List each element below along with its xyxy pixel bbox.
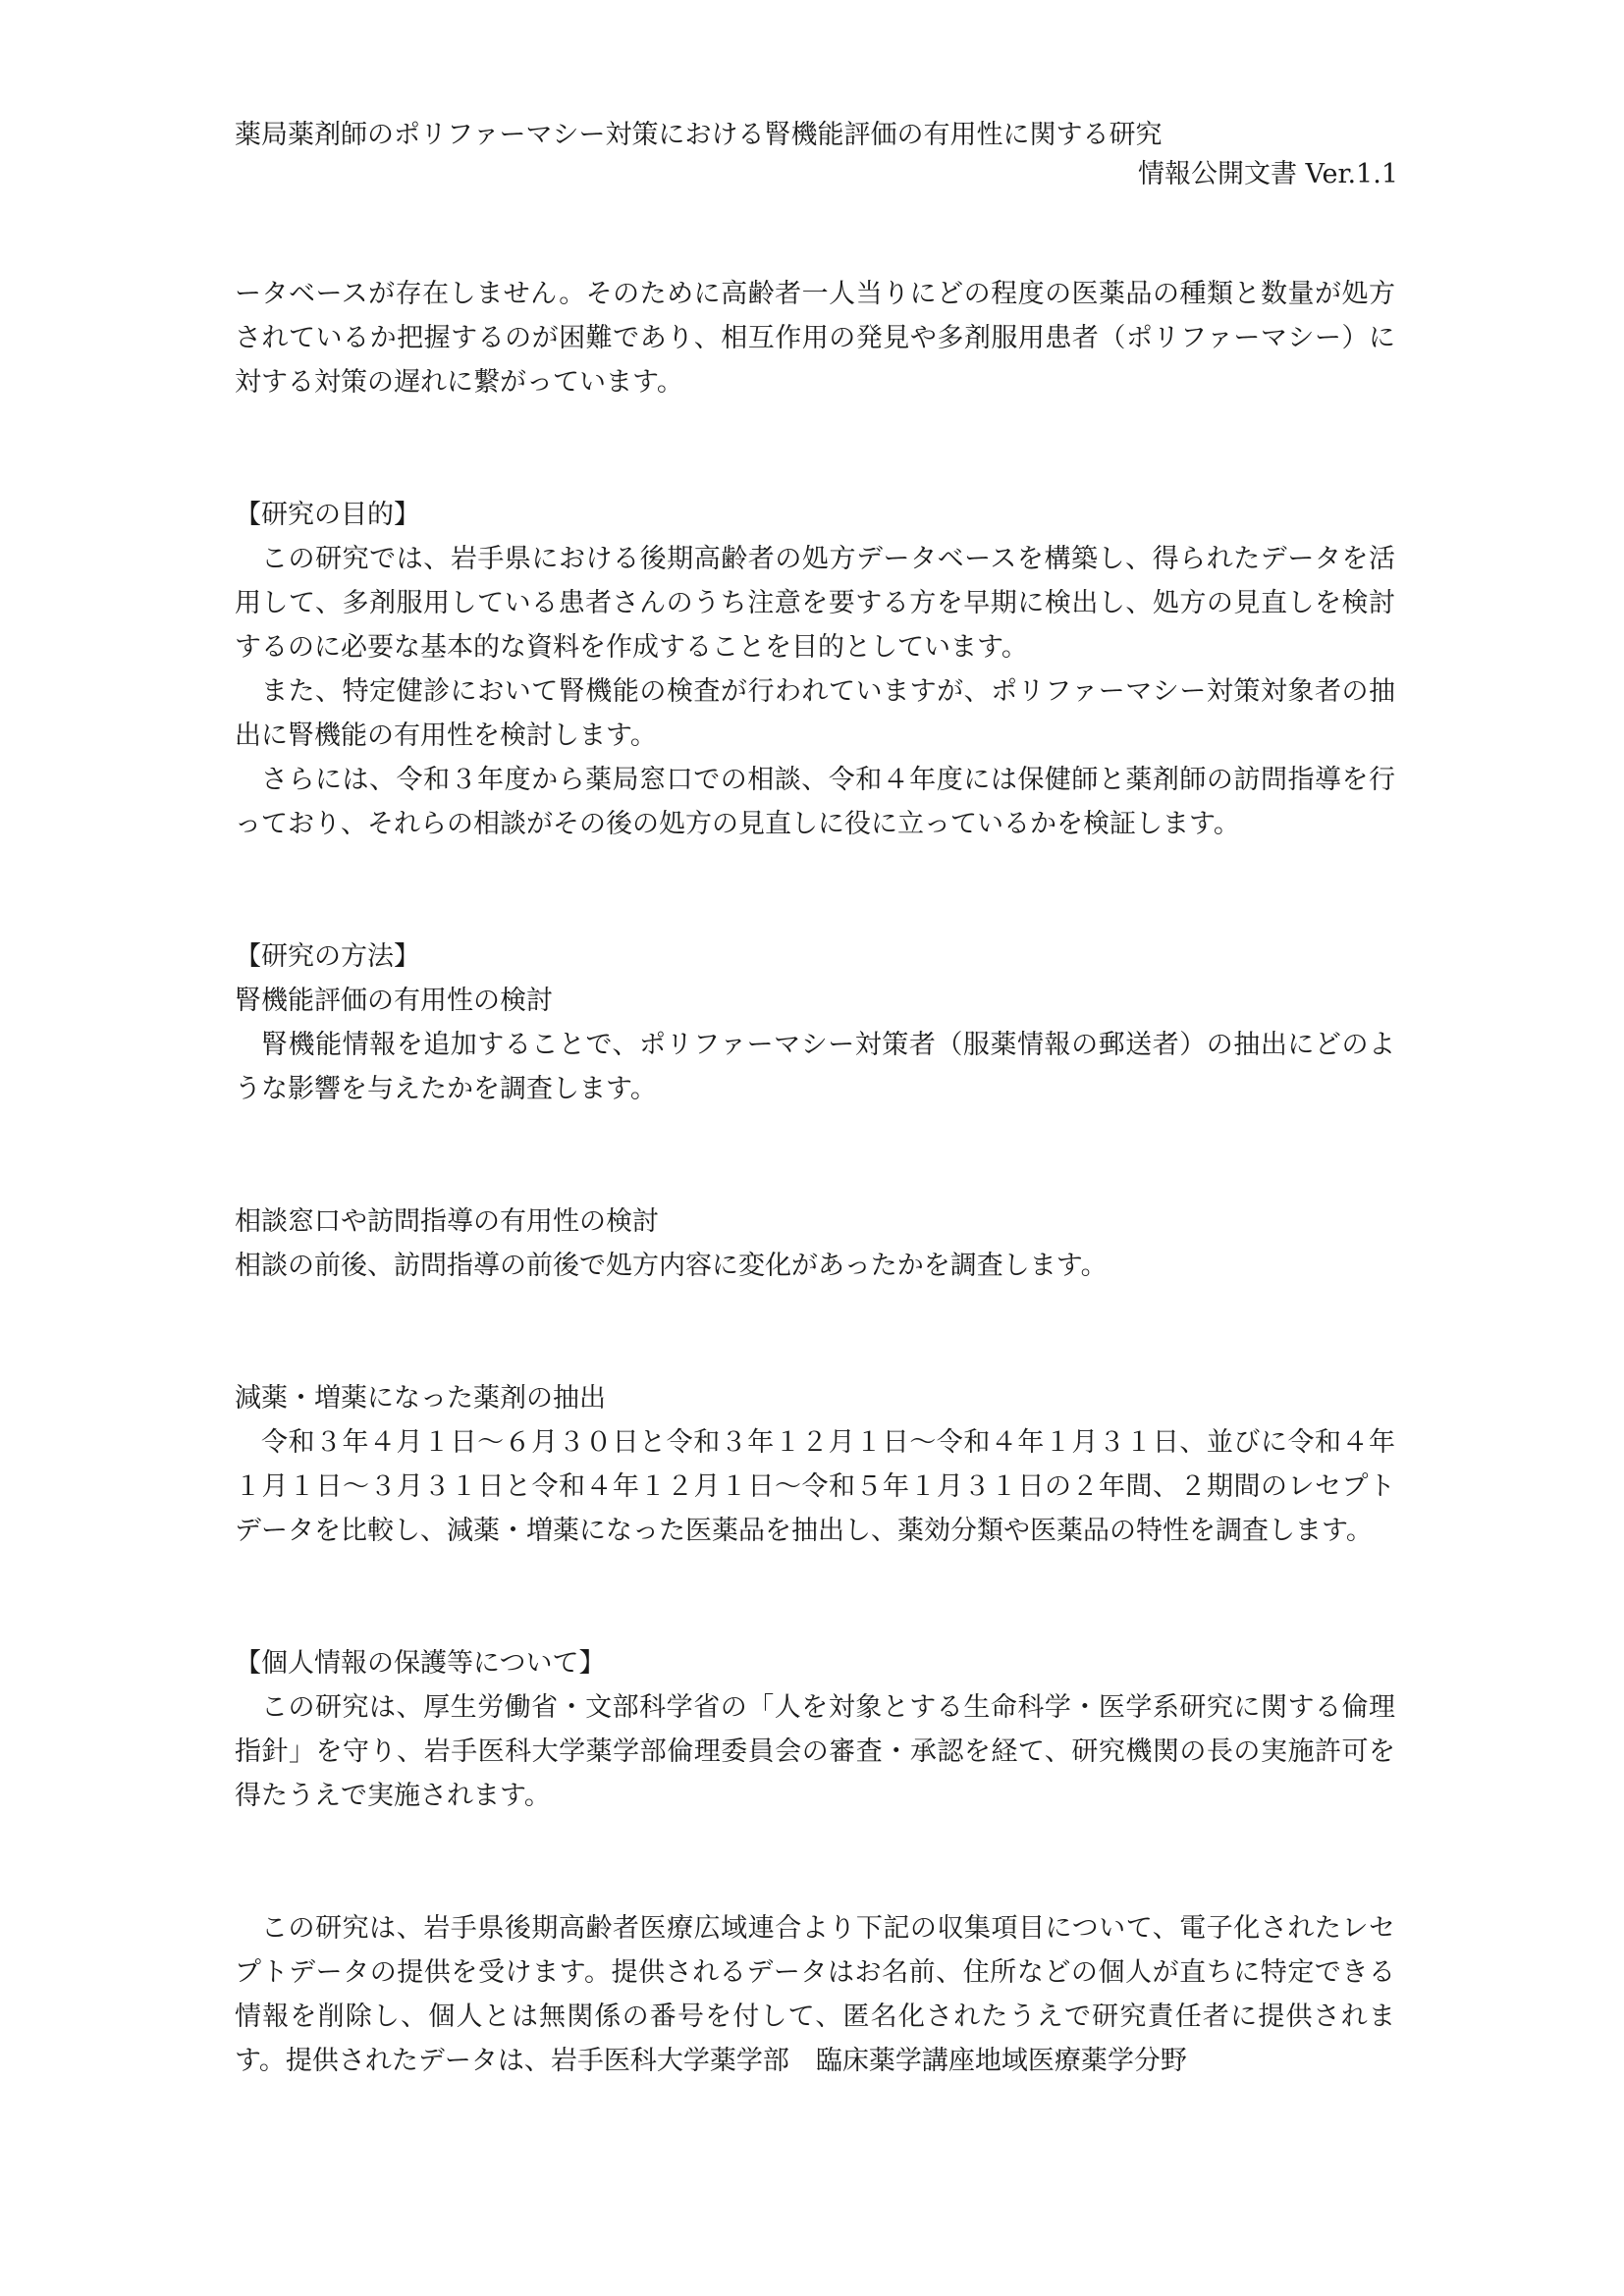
spacer: [235, 1288, 1395, 1376]
method-text: 令和３年４月１日～６月３０日と令和３年１２月１日～令和４年１月３１日、並びに令和４年１月１日～３月３１日と令和４年１２月１日～令和５年１月３１日の２年間、２期間のレセプトデータを比較し、減薬・増薬になった医薬品を抽出し、薬効分類や医薬品の特性を調査します。: [235, 1427, 1395, 1546]
purpose-heading: 【研究の目的】: [235, 500, 420, 530]
method-subheading: 減薬・増薬になった薬剤の抽出: [235, 1383, 606, 1414]
privacy-paragraph: この研究は、岩手県後期高齢者医療広域連合より下記の収集項目について、電子化されたレセプトデータの提供を受けます。提供されるデータはお名前、住所などの個人が直ちに特定できる情報を削除し、個人とは無関係の番号を付して、匿名化されたうえで研究責任者に提供されます。提供されたデータは、岩手医科大学薬学部 臨床薬学講座地域医療薬学分野: [235, 1913, 1395, 2076]
document-version: 情報公開文書 Ver.1.1: [1137, 159, 1398, 189]
method-heading: 【研究の方法】: [235, 941, 420, 972]
purpose-paragraph: この研究では、岩手県における後期高齢者の処方データベースを構築し、得られたデータを活用して、多剤服用している患者さんのうち注意を要する方を早期に検出し、処方の見直しを検討するのに必要な基本的な資料を作成することを目的としています。: [235, 544, 1395, 663]
document-body: [235, 272, 1395, 2083]
privacy-heading: 【個人情報の保護等について】: [235, 1648, 606, 1679]
spacer: [235, 404, 1395, 493]
spacer: [235, 1818, 1395, 1906]
purpose-paragraph: また、特定健診において腎機能の検査が行われていますが、ポリファーマシー対策対象者の抽出に腎機能の有用性を検討します。: [235, 676, 1395, 751]
spacer: [235, 1111, 1395, 1200]
method-text: 相談の前後、訪問指導の前後で処方内容に変化があったかを調査します。: [235, 1251, 1108, 1281]
purpose-paragraph: さらには、令和３年度から薬局窓口での相談、令和４年度には保健師と薬剤師の訪問指導を行っており、それらの相談がその後の処方の見直しに役に立っているかを検証します。: [235, 765, 1395, 839]
method-subheading: 腎機能評価の有用性の検討: [235, 986, 553, 1016]
method-subheading: 相談窓口や訪問指導の有用性の検討: [235, 1206, 659, 1237]
spacer: [235, 846, 1395, 934]
intro-continuation: ータベースが存在しません。そのために高齢者一人当りにどの程度の医薬品の種類と数量が処方されているか把握するのが困難であり、相互作用の発見や多剤服用患者（ポリファーマシー）に対する対策の遅れに繋がっています。: [235, 279, 1395, 398]
document-title: 薬局薬剤師のポリファーマシー対策における腎機能評価の有用性に関する研究: [235, 120, 1163, 150]
method-text: 腎機能情報を追加することで、ポリファーマシー対策者（服薬情報の郵送者）の抽出にどのような影響を与えたかを調査します。: [235, 1030, 1395, 1104]
spacer: [235, 1553, 1395, 1641]
privacy-paragraph: この研究は、厚生労働省・文部科学省の「人を対象とする生命科学・医学系研究に関する倫理指針」を守り、岩手医科大学薬学部倫理委員会の審査・承認を経て、研究機関の長の実施許可を得たうえで実施されます。: [235, 1692, 1395, 1811]
